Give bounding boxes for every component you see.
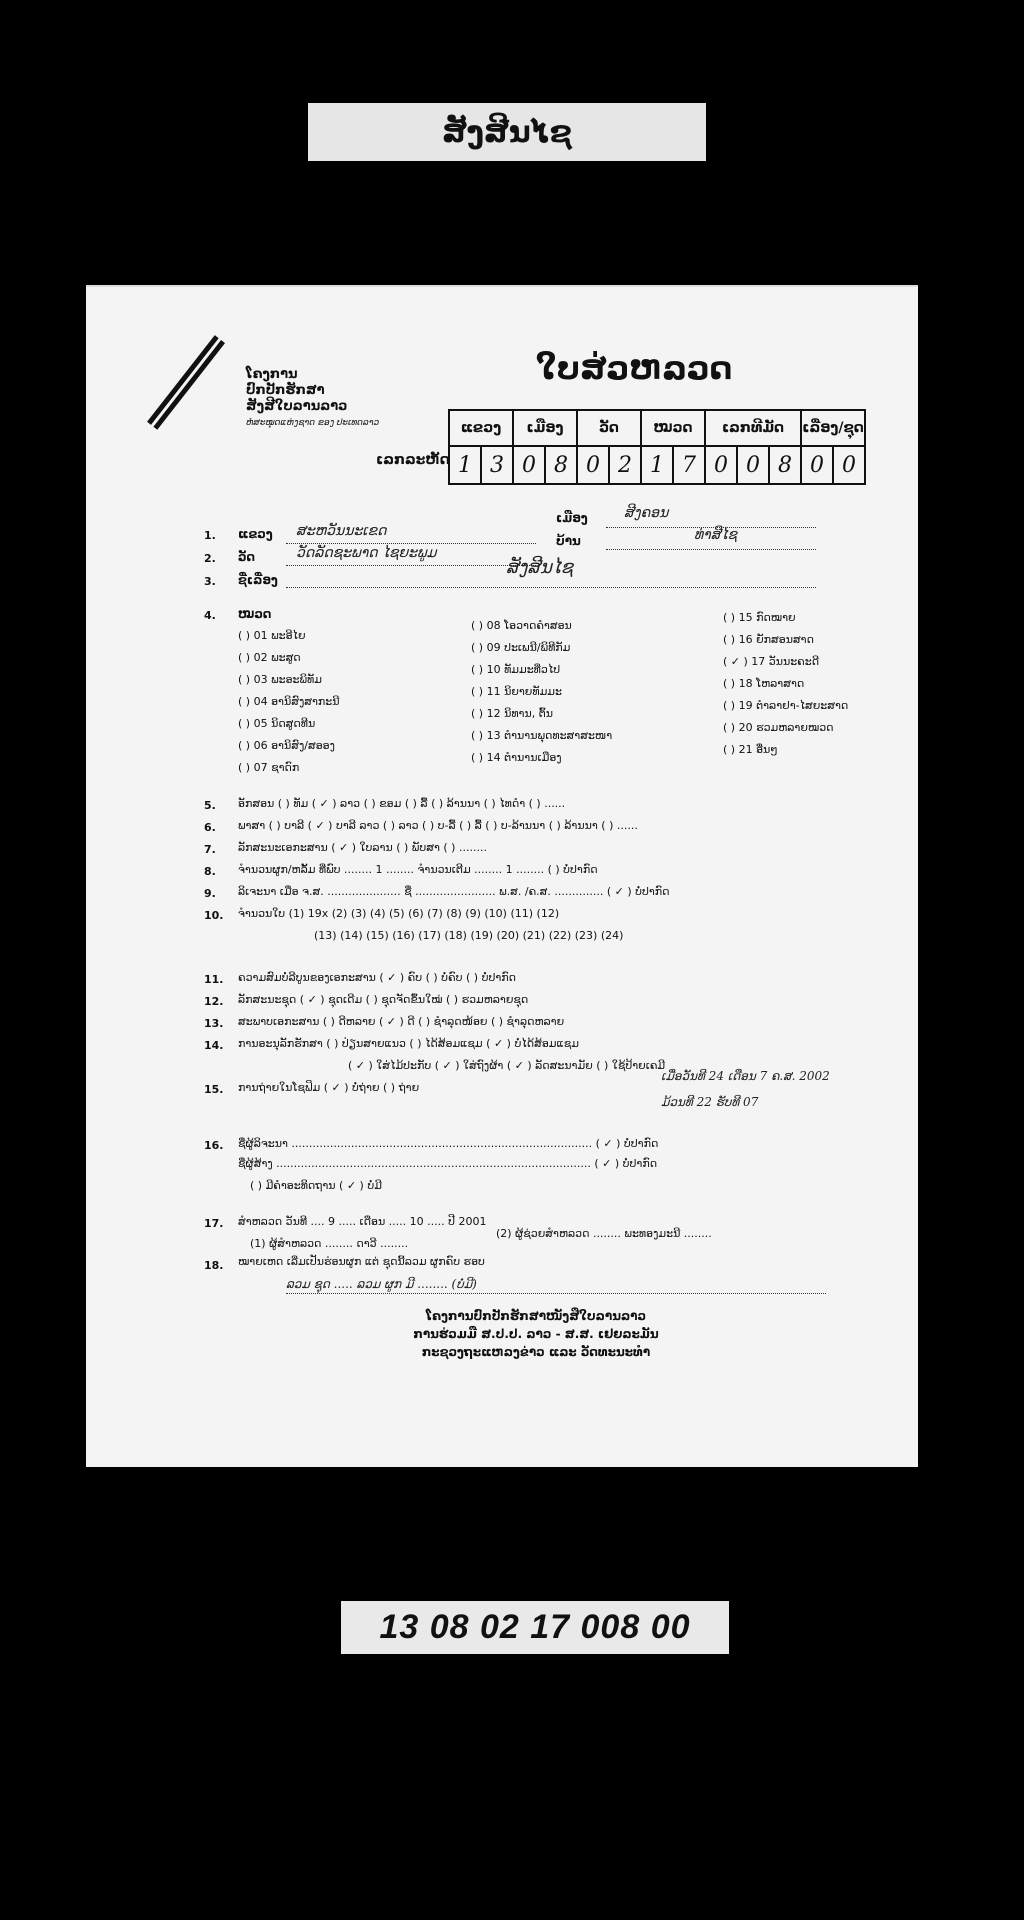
title-value: ສັງສີນໄຊ: [506, 557, 573, 578]
field-number: 7.: [204, 843, 216, 856]
field-number: 8.: [204, 865, 216, 878]
footer-org-line: ໂຄງການປົກປັກຮັກສາໜັງສືໃບລານລາວ: [425, 1309, 647, 1323]
footer-organization: [336, 1307, 736, 1361]
category-option: ( ) 07 ຊາດົກ: [238, 761, 300, 774]
category-option: ( ) 19 ຕຳລາຢາ-ໄສຍະສາດ: [723, 699, 849, 712]
category-option: ( ) 02 ພະສູດ: [238, 651, 301, 664]
category-label: ໝວດ: [238, 607, 272, 621]
language-row: ພາສາ ( ) ບາລີ ( ✓ ) ບາລີ ລາວ ( ) ລາວ ( ) ບ-ລື້ ( ) ລື້ ( ) ບ-ລ້ານນາ ( ) ລ້ານນາ ( ) ......: [238, 819, 638, 832]
dotted-line: [286, 565, 536, 566]
code-header: ເລື່ອງ/ຊຸດ: [801, 410, 865, 446]
code-digit: 8: [769, 446, 801, 484]
code-header: ເມືອງ: [513, 410, 577, 446]
author-row: ຊື່ຜູ້ລິຈະນາ ...................................................................................... ( ✓ ) ບໍ່ປາກົດ: [238, 1137, 659, 1150]
code-digit: 3: [481, 446, 513, 484]
script-row: ອັກສອນ ( ) ທັມ ( ✓ ) ລາວ ( ) ຂອມ ( ) ລື້ ( ) ລ້ານນາ ( ) ໄທດຳ ( ) ......: [238, 797, 566, 810]
district-value: ສີງຄອນ: [624, 505, 669, 521]
assistant-row: (2) ຜູ້ຊ່ວຍສຳຫລວດ ........ ພະທອງມະນີ ........: [496, 1227, 712, 1240]
field-number: 12.: [204, 995, 224, 1008]
notes-row-2: ລວມ ຊຸດ ..... ລວມ ຜູກ ມີ ........ (ບໍ່ມີ): [286, 1277, 477, 1291]
category-option: ( ) 12 ນິທານ, ຕົ້ນ: [471, 707, 553, 720]
code-digit: 2: [609, 446, 641, 484]
category-option: ( ) 18 ໂຫລາສາດ: [723, 677, 805, 690]
category-option: ( ) 10 ທັມມະທີ່ວໄປ: [471, 663, 561, 676]
survey-date-row: ສຳຫລວດ ວັນທີ .... 9 ..... ເດືອນ ..... 10 ..... ປີ 2001: [238, 1215, 487, 1228]
code-digit: 0: [577, 446, 609, 484]
footer-org-line: ການຮ່ວມມື ສ.ປ.ປ. ລາວ - ສ.ສ. ເຢຍລະມັນ: [413, 1327, 659, 1341]
field-number: 5.: [204, 799, 216, 812]
organization-block: [246, 367, 379, 431]
creator-row: ຊື່ຜູ້ສ້າງ .......................................................................................... ( ✓ ) ບໍ່ປາກົດ: [238, 1157, 658, 1170]
code-header: ເລກທີມັດ: [705, 410, 801, 446]
code-digit: 0: [705, 446, 737, 484]
preservation-row: ການອະນຸລັກຮັກສາ ( ) ປ່ຽນສາຍແນວ ( ) ໄດ້ສ້ອມແຊມ ( ✓ ) ບໍ່ໄດ້ສ້ອມແຊມ: [238, 1037, 579, 1050]
category-option: ( ) 13 ຕຳນານພຸດທະສາສະໜາ: [471, 729, 613, 742]
form-title: ໃບສ່ວຫລວດ: [536, 349, 733, 387]
field-number: 17.: [204, 1217, 224, 1230]
code-header: ແຂວງ: [449, 410, 513, 446]
category-option: ( ) 16 ຍັກສອນສາດ: [723, 633, 814, 646]
province-label: ແຂວງ: [238, 527, 273, 541]
category-option: ( ) 11 ນິຍາຍທັມມະ: [471, 685, 562, 698]
document-type-row: ລັກສະນະເອກະສານ ( ✓ ) ໃບລານ ( ) ພັບສາ ( ) ........: [238, 841, 487, 854]
dotted-line: [286, 1293, 826, 1294]
code-digit: 1: [449, 446, 481, 484]
temple-label: ວັດ: [238, 550, 256, 564]
bundle-count-row: ຈຳນວນຜູກ/ຫລັ້ມ ທີ່ພົບ ........ 1 ........ ຈຳນວນເຕີມ ........ 1 ........ ( ) ບໍ່ປາກົດ: [238, 863, 598, 876]
village-value: ທ່າສີໄຊ: [694, 527, 738, 543]
inscription-row: ລິເຈະນາ ເມື່ອ ຈ.ສ. ..................... ຊື່ ....................... ພ.ສ. /ຄ.ສ. .............. ( ✓ ) ບໍ່ປາກົດ: [238, 885, 670, 898]
org-line-3: ສັງສີໃບລານລາວ: [246, 399, 348, 414]
leaf-count-row-2: (13) (14) (15) (16) (17) (18) (19) (20) (21) (22) (23) (24): [314, 929, 624, 942]
village-label: ບ້ານ: [556, 534, 581, 548]
survey-form-sheet: [86, 285, 918, 1467]
category-option: ( ) 20 ຮວມຫລາຍໝວດ: [723, 721, 834, 734]
province-value: ສະຫວັນນະເຂດ: [296, 523, 387, 539]
category-option: ( ) 05 ນິດສູດທີນ: [238, 717, 316, 730]
category-option: ( ) 06 ອານິສົງ/ສອອງ: [238, 739, 335, 752]
completeness-row: ຄວາມສົມບໍ່ລີບູນຂອງເອກະສານ ( ✓ ) ຄົບ ( ) ບໍ່ຄົບ ( ) ບໍ່ປາກົດ: [238, 971, 516, 984]
condition-row: ສະພາບເອກະສານ ( ) ດີຫລາຍ ( ✓ ) ດີ ( ) ຊຳລຸດໜ້ອຍ ( ) ຊຳລຸດຫລາຍ: [238, 1015, 565, 1028]
preservation-row-2: ( ✓ ) ໃສ່ໄມ້ປະກັບ ( ✓ ) ໃສ່ຖົງຜ້າ ( ✓ ) ລັດສະນາມັຍ ( ) ໃຊ້ປ້າຍເຄມີ: [348, 1059, 666, 1072]
microfilm-roll: ມ້ວນທີ 22 ຮັບທີ 07: [661, 1095, 759, 1109]
category-option: ( ) 08 ໂອວາດຄຳສອນ: [471, 619, 572, 632]
org-line-4: ຫໍສະໝຸດແຫ່ງຊາດ ຂອງ ປະເທດລາວ: [246, 418, 380, 428]
field-number: 16.: [204, 1139, 224, 1152]
field-number: 11.: [204, 973, 224, 986]
title-label: ຊື່ເລື່ອງ: [238, 573, 278, 587]
leaf-count-row: ຈຳນວນໃບ (1) 19x (2) (3) (4) (5) (6) (7) (8) (9) (10) (11) (12): [238, 907, 560, 920]
code-digit: 0: [833, 446, 865, 484]
code-header: ວັດ: [577, 410, 641, 446]
category-option: ( ) 15 ກົດໝາຍ: [723, 611, 796, 624]
set-type-row: ລັກສະນະຊຸດ ( ✓ ) ຊຸດເດີມ ( ) ຊຸດຈັດຂຶ້ນໃໝ່ ( ) ຮວມຫລາຍຊຸດ: [238, 993, 529, 1006]
code-digit: 7: [673, 446, 705, 484]
org-line-2: ປົກປັກຮັກສາ: [246, 383, 325, 398]
field-number: 1.: [204, 529, 216, 542]
org-line-1: ໂຄງການ: [246, 367, 298, 382]
dotted-line: [286, 587, 816, 588]
code-digit: 8: [545, 446, 577, 484]
header-label: ສັງສີນໄຊ: [308, 103, 706, 161]
code-digit: 1: [641, 446, 673, 484]
footer-org-line: ກະຊວງຖະແຫລງຂ່າວ ແລະ ວັດທະນະທຳ: [421, 1345, 651, 1359]
notes-row: ໝາຍເຫດ ເລີ່ມເປັນຮ່ອນຜູກ ແຕ່ ຊຸດນີ້ລວມ ຜູກຄົບ ຮອບ: [238, 1255, 485, 1268]
category-option: ( ) 14 ຕຳນານເມືອງ: [471, 751, 562, 764]
code-digit: 0: [513, 446, 545, 484]
microfilm-date: ເມື່ອວັນທີ 24 ເດືອນ 7 ຄ.ສ. 2002: [661, 1069, 830, 1083]
code-table: [448, 409, 866, 485]
field-number: 9.: [204, 887, 216, 900]
logo-stripes-icon: [147, 335, 229, 433]
field-number: 2.: [204, 552, 216, 565]
footer-number-label: 13 08 02 17 008 00: [341, 1601, 729, 1654]
temple-value: ວັດລັດຊະພາດ ໄຊຍະພູມ: [296, 545, 437, 561]
category-option: ( ) 09 ປະເພນີ/ພິທີກັມ: [471, 641, 571, 654]
field-number: 6.: [204, 821, 216, 834]
dotted-line: [606, 549, 816, 550]
field-number: 14.: [204, 1039, 224, 1052]
surveyor-row: (1) ຜູ້ສຳຫລວດ ........ ດາວີ ........: [250, 1237, 409, 1250]
field-number: 15.: [204, 1083, 224, 1096]
code-label: ເລກລະຫັດ: [376, 452, 450, 468]
field-number: 18.: [204, 1259, 224, 1272]
category-option: ( ) 03 ພະອະພິທັມ: [238, 673, 322, 686]
code-header: ໝວດ: [641, 410, 705, 446]
prayer-row: ( ) ມີຄຳອະທິດຖານ ( ✓ ) ບໍ່ມີ: [250, 1179, 382, 1192]
category-option: ( ) 01 ພະອີໄຍ: [238, 629, 306, 642]
district-label: ເມືອງ: [556, 511, 588, 525]
field-number: 4.: [204, 609, 216, 622]
code-digit: 0: [801, 446, 833, 484]
category-option: ( ✓ ) 17 ວັນນະຄະດີ: [723, 655, 820, 668]
code-digit: 0: [737, 446, 769, 484]
dotted-line: [286, 543, 536, 544]
microfilm-row: ການຖ່າຍໃນໂຊຟິມ ( ✓ ) ບໍ່ຖ່າຍ ( ) ຖ່າຍ: [238, 1081, 420, 1094]
field-number: 3.: [204, 575, 216, 588]
category-option: ( ) 21 ອື່ນໆ: [723, 743, 778, 756]
field-number: 13.: [204, 1017, 224, 1030]
category-option: ( ) 04 ອານິສົງສາກະນີ: [238, 695, 340, 708]
field-number: 10.: [204, 909, 224, 922]
